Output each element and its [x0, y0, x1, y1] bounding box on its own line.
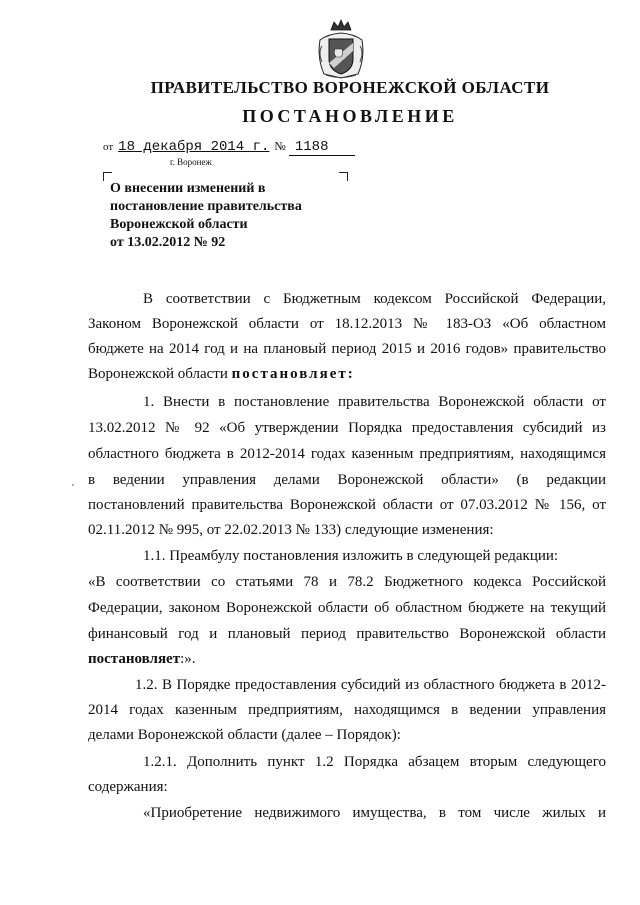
body-line: В соответствии с Бюджетным кодексом Российской Федерации,	[143, 291, 606, 307]
subject-line: от 13.02.2012 № 92	[110, 235, 226, 250]
decree-word: постановляет	[231, 366, 348, 382]
city-label: г. Воронеж	[170, 157, 212, 167]
body-line: в ведении управления делами Воронежской области» (в редакции	[88, 472, 606, 488]
body-line: 1.1. Преамбулу постановления изложить в следующей редакции:	[143, 548, 559, 564]
body-line: 13.02.2012 № 92 «Об утверждении Порядка предоставления субсидий из	[88, 420, 606, 436]
subject-bracket-right	[339, 172, 348, 181]
subject-line: О внесении изменений в	[110, 181, 266, 196]
body-text-fragment: :».	[180, 651, 196, 667]
from-label: от	[103, 141, 114, 153]
subject-line: постановление правительства	[110, 199, 302, 214]
document-type-title: ПОСТАНОВЛЕНИЕ	[242, 106, 458, 126]
government-title: ПРАВИТЕЛЬСТВО ВОРОНЕЖСКОЙ ОБЛАСТИ	[150, 78, 550, 97]
document-date: 18 декабря 2014 г.	[118, 139, 270, 155]
body-line: «Приобретение недвижимого имущества, в том числе жилых и	[143, 805, 606, 821]
coat-of-arms-icon	[314, 18, 368, 80]
body-line	[88, 649, 606, 669]
date-number-row	[103, 139, 355, 156]
body-line	[88, 364, 606, 384]
body-line: делами Воронежской области (далее – Порядок):	[88, 727, 401, 743]
body-line: 02.11.2012 № 995, от 22.02.2013 № 133) следующие изменения:	[88, 522, 494, 538]
body-line: Федерации, законом Воронежской области об областном бюджете на текущий	[88, 600, 606, 616]
body-line: бюджете на 2014 год и на плановый период 2015 и 2016 годов» правительство	[88, 341, 606, 357]
margin-dot	[72, 484, 74, 486]
body-line: 1.2.1. Дополнить пункт 1.2 Порядка абзацем вторым следующего	[143, 754, 606, 770]
body-line: финансовый год и плановый период правительство Воронежской области	[88, 626, 606, 642]
number-label: №	[274, 139, 286, 153]
body-line: 1.2. В Порядке предоставления субсидий из областного бюджета в 2012-	[135, 677, 606, 693]
body-line: 2014 годах казенным предприятиям, находящимся в ведении управления	[88, 702, 606, 718]
decree-word: постановляет	[88, 651, 181, 667]
body-line: 1. Внести в постановление правительства Воронежской области от	[143, 394, 606, 410]
body-text-fragment: Воронежской области	[88, 366, 232, 382]
document-number: 1188	[289, 139, 355, 156]
body-line: «В соответствии со статьями 78 и 78.2 Бюджетного кодекса Российской	[88, 574, 606, 590]
document-subject	[110, 180, 302, 252]
body-line: содержания:	[88, 779, 168, 795]
body-line: областного бюджета в 2012-2014 годах казенным предприятиям, находящимся	[88, 446, 606, 462]
body-line: Законом Воронежской области от 18.12.2013 № 183-ОЗ «Об областном	[88, 316, 606, 332]
body-line: постановлений правительства Воронежской области от 07.03.2012 № 156, от	[88, 497, 606, 513]
subject-line: Воронежской области	[110, 217, 248, 232]
body-text-fragment: :	[347, 366, 353, 382]
